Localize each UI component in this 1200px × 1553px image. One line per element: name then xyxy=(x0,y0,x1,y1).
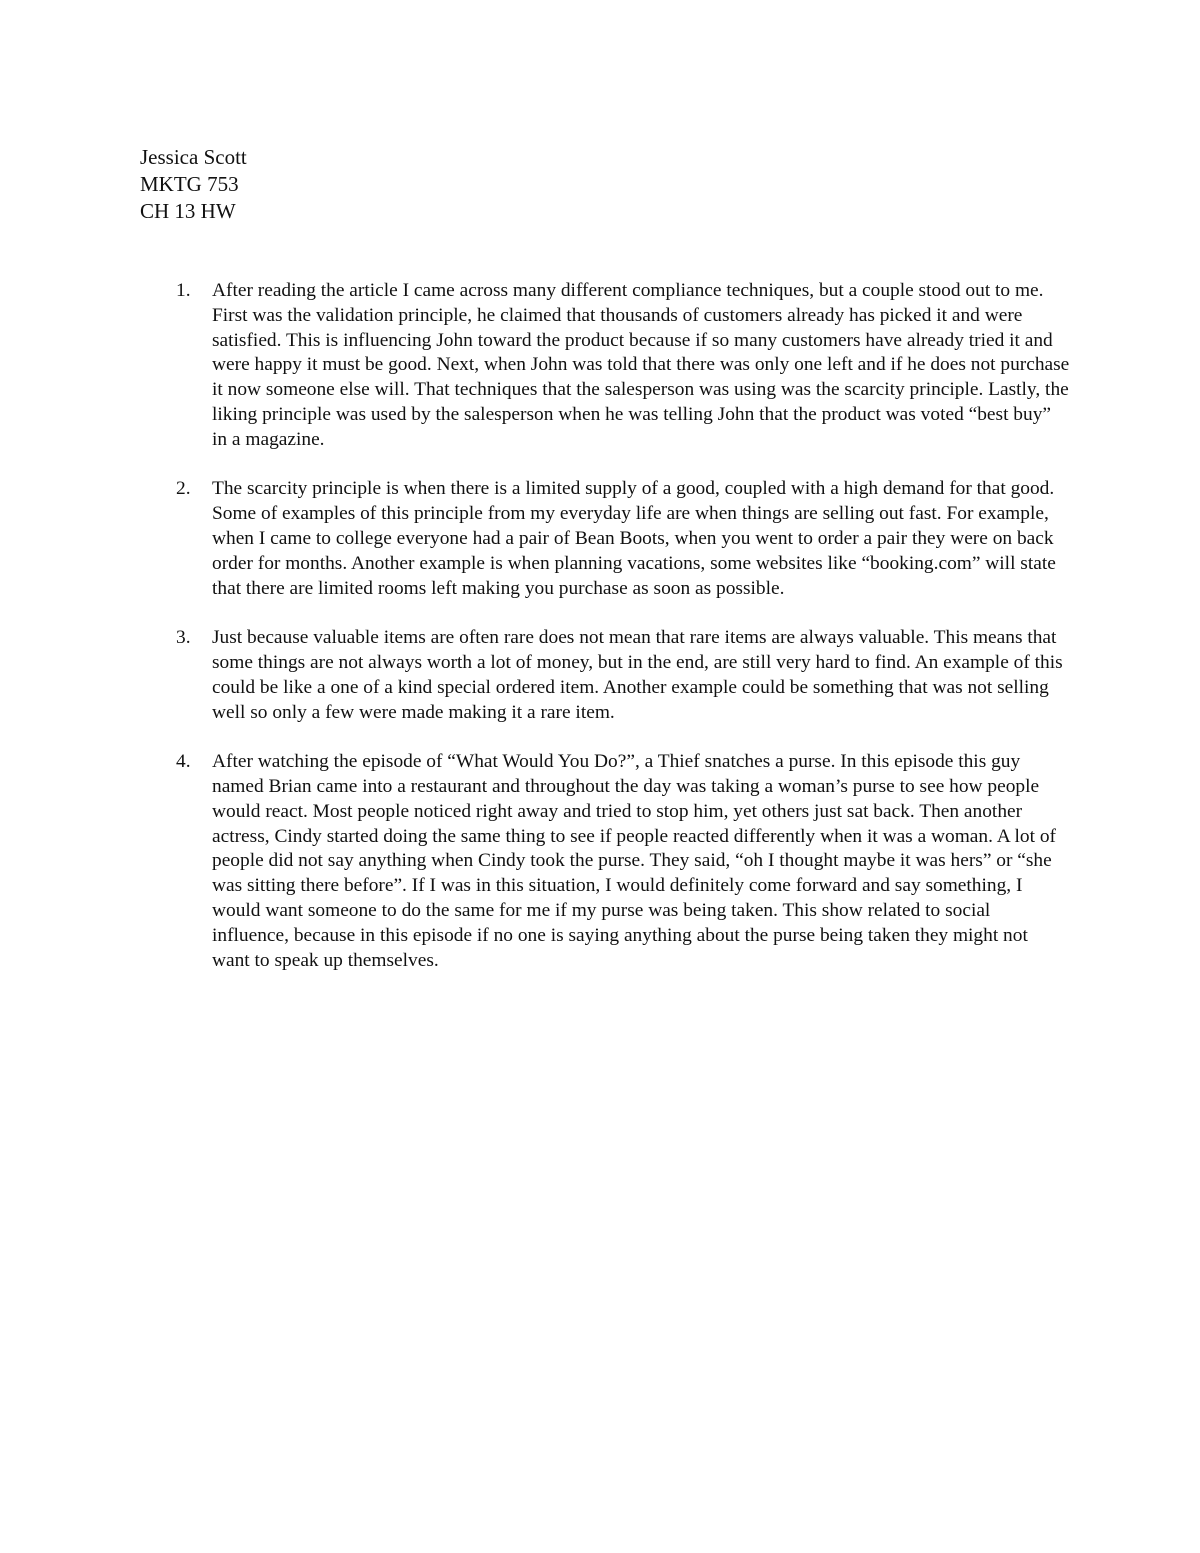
document-header xyxy=(140,144,247,225)
answer-text: After watching the episode of “What Would You Do?”, a Thief snatches a purse. In this episode this guy named Brian came into a restaurant and throughout the day was taking a woman’s purse to see how people would react. Most people noticed right away and tried to stop him, yet others just sat back. Then another actress, Cindy started doing the same thing to see if people reacted differently when it was a woman. A lot of people did not say anything when Cindy took the purse. They said, “oh I thought maybe it was hers” or “she was sitting there before”. If I was in this situation, I would definitely come forward and say something, I would want someone to do the same for me if my purse was being taken. This show related to social influence, because in this episode if no one is saying anything about the purse being taken they might not want to speak up themselves. xyxy=(212,751,1056,971)
answer-item xyxy=(170,279,1070,453)
answer-number: 4. xyxy=(176,751,191,773)
answer-number: 1. xyxy=(176,280,191,301)
answer-item xyxy=(170,626,1070,725)
answer-text: After reading the article I came across many different compliance techniques, but a couple stood out to me. First was the validation principle, he claimed that thousands of customers already has picked it and were satisfied. This is influencing John toward the product because if so many customers have already tried it and were happy it must be good. Next, when John was told that there was only one left and if he does not purchase it now someone else will. That techniques that the salesperson was using was the scarcity principle. Lastly, the liking principle was used by the salesperson when he was telling John that the product was voted “best buy” in a magazine. xyxy=(212,280,1070,450)
answer-item xyxy=(170,750,1070,973)
answer-list xyxy=(170,279,1070,998)
answer-item xyxy=(170,477,1070,601)
answer-text: The scarcity principle is when there is a limited supply of a good, coupled with a high demand for that good. Some of examples of this principle from my everyday life are when things are selling out fast. For example, when I came to college everyone had a pair of Bean Boots, when you went to order a pair they were on back order for months. Another example is when planning vacations, some websites like “booking.com” will state that there are limited rooms left making you purchase as soon as possible. xyxy=(212,478,1056,599)
answer-number: 3. xyxy=(176,627,191,649)
answer-text: Just because valuable items are often rare does not mean that rare items are always valuable. This means that some things are not always worth a lot of money, but in the end, are still very hard to find. An example of this could be like a one of a kind special ordered item. Another example could be something that was not selling well so only a few were made making it a rare item. xyxy=(212,627,1063,723)
author-name: Jessica Scott xyxy=(140,145,247,169)
answer-number: 2. xyxy=(176,478,191,500)
course-code: MKTG 753 xyxy=(140,172,239,196)
assignment-title: CH 13 HW xyxy=(140,199,236,223)
